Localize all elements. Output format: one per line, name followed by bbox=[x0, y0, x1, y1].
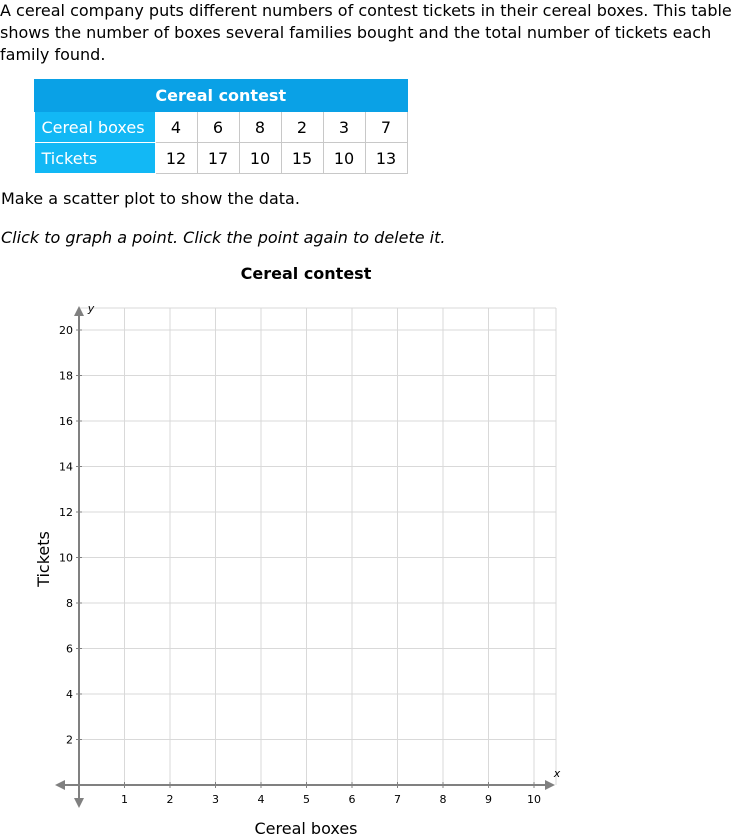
tick-label-layer bbox=[59, 324, 541, 806]
prompt-line-1: A cereal company puts different numbers of contest tickets in their cereal boxes. This table bbox=[0, 1, 732, 20]
y-tick-label: 2 bbox=[66, 733, 73, 747]
x-tick-label: 7 bbox=[394, 793, 401, 806]
table-cell: 8 bbox=[239, 112, 281, 143]
y-tick-label: 6 bbox=[66, 642, 73, 656]
y-tick-label: 10 bbox=[59, 551, 73, 565]
chart-title: Cereal contest bbox=[240, 264, 372, 283]
y-tick-label: 12 bbox=[59, 506, 73, 519]
table-cell: 13 bbox=[365, 143, 407, 174]
table-cell: 15 bbox=[281, 143, 323, 174]
x-tick-label: 5 bbox=[303, 793, 310, 806]
instruction-text: Make a scatter plot to show the data. bbox=[1, 189, 300, 208]
problem-prompt bbox=[0, 0, 740, 66]
row-label-cereal-boxes: Cereal boxes bbox=[35, 112, 156, 143]
table-cell: 10 bbox=[323, 143, 365, 174]
x-tick-label: 4 bbox=[257, 793, 265, 806]
x-tick-label: 9 bbox=[485, 793, 492, 806]
x-tick-label: 8 bbox=[439, 793, 447, 806]
x-tick-label: 6 bbox=[348, 793, 356, 806]
x-tick-label: 2 bbox=[166, 793, 174, 806]
table-row-cereal-boxes bbox=[35, 112, 408, 143]
y-tick-label: 4 bbox=[66, 688, 73, 701]
table-cell: 3 bbox=[323, 112, 365, 143]
y-tick-label: 8 bbox=[66, 597, 73, 610]
x-axis-right-arrow bbox=[545, 780, 555, 790]
y-tick-label: 18 bbox=[59, 369, 73, 383]
scatter-plot-graph[interactable] bbox=[0, 255, 742, 836]
table-cell: 6 bbox=[197, 112, 239, 143]
y-axis-letter: y bbox=[87, 302, 95, 315]
row-label-tickets: Tickets bbox=[35, 143, 156, 174]
grid-layer bbox=[79, 308, 556, 785]
table-cell: 7 bbox=[365, 112, 407, 143]
table-row-tickets bbox=[35, 143, 408, 174]
table-cell: 17 bbox=[197, 143, 239, 174]
table-cell: 10 bbox=[239, 143, 281, 174]
table-cell: 4 bbox=[155, 112, 197, 143]
prompt-line-3: family found. bbox=[0, 45, 106, 64]
x-tick-label: 1 bbox=[121, 793, 128, 806]
prompt-line-2: shows the number of boxes several families bought and the total number of tickets each bbox=[0, 23, 712, 42]
hint-text: Click to graph a point. Click the point again to delete it. bbox=[1, 228, 446, 247]
table-cell: 2 bbox=[281, 112, 323, 143]
y-axis-down-arrow bbox=[74, 798, 84, 808]
table-cell: 12 bbox=[155, 143, 197, 174]
x-tick-label: 10 bbox=[527, 793, 541, 806]
x-axis-left-arrow bbox=[55, 780, 65, 790]
y-tick-label: 14 bbox=[59, 460, 73, 474]
x-axis-label: Cereal boxes bbox=[254, 819, 358, 836]
x-axis-letter: x bbox=[553, 767, 561, 780]
y-axis-label: Tickets bbox=[34, 531, 53, 587]
y-tick-label: 16 bbox=[59, 415, 73, 428]
cereal-contest-table bbox=[34, 79, 408, 174]
y-tick-label: 20 bbox=[59, 324, 73, 337]
table-title: Cereal contest bbox=[35, 80, 408, 112]
x-tick-label: 3 bbox=[212, 793, 219, 806]
